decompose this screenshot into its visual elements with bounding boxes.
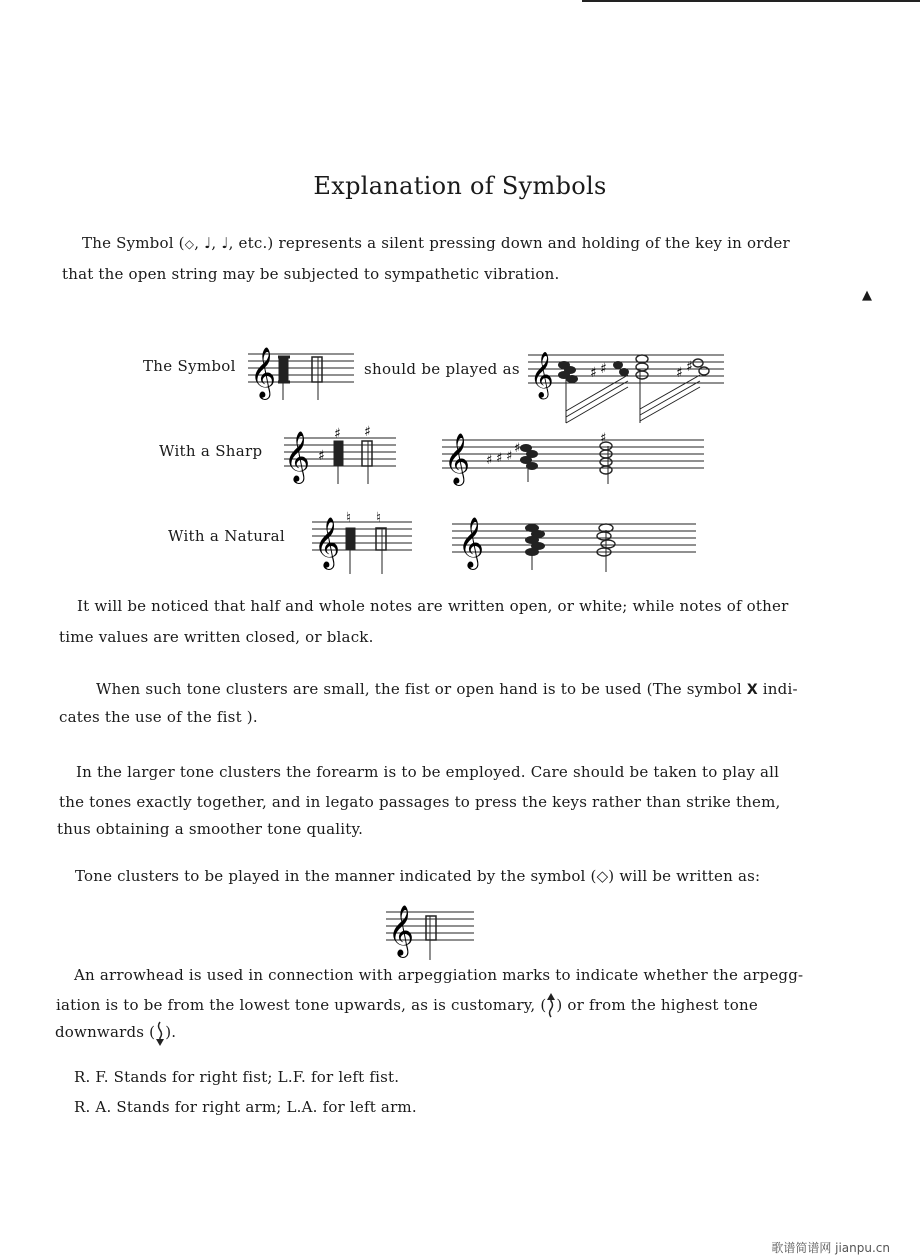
small-clusters-text-a: When such tone clusters are small, the fist or open hand is to be used (The symbol bbox=[96, 680, 747, 698]
sharp-staff bbox=[284, 424, 400, 484]
sharp-played-staff bbox=[442, 426, 708, 486]
arrowhead-text-d: ). bbox=[165, 1023, 177, 1041]
symbol-row-label: The Symbol bbox=[143, 357, 236, 375]
small-clusters-line-2: cates the use of the fist ). bbox=[59, 708, 258, 726]
sharp-icon: ♯ bbox=[686, 359, 693, 375]
arrowhead-text-b: ) or from the highest tone bbox=[556, 996, 758, 1014]
treble-clef-icon: 𝄞 bbox=[314, 517, 341, 568]
symbol-intro-line-2: that the open string may be subjected to sympathetic vibration. bbox=[62, 265, 560, 283]
diamond-symbol-icon: ◇ bbox=[184, 237, 195, 251]
open-notes-line-1: It will be noticed that half and whole notes are written open, or white; while notes of other bbox=[77, 597, 789, 615]
treble-clef-icon: 𝄞 bbox=[458, 517, 485, 568]
natural-staff bbox=[312, 508, 416, 574]
sharp-icon: ♯ bbox=[486, 453, 493, 468]
arrowhead-line-2 bbox=[56, 990, 758, 1020]
sharp-icon: ♯ bbox=[676, 365, 683, 381]
margin-mark: ▲ bbox=[862, 288, 872, 303]
treble-clef-icon: 𝄞 bbox=[530, 352, 554, 398]
sharp-icon: ♯ bbox=[600, 431, 607, 446]
diamond-cluster-staff bbox=[386, 898, 478, 962]
arrowhead-line-1: An arrowhead is used in connection with arpeggiation marks to indicate whether the arpegg- bbox=[74, 966, 804, 984]
closed-diamond-note-icon: ♩ bbox=[221, 234, 229, 252]
treble-clef-icon: 𝄞 bbox=[284, 431, 311, 482]
sharp-icon: ♯ bbox=[334, 426, 341, 442]
natural-icon: ♮ bbox=[376, 510, 382, 526]
sharp-icon: ♯ bbox=[514, 441, 521, 456]
sharp-icon: ♯ bbox=[590, 365, 597, 381]
site-watermark: 歌谱简谱网 jianpu.cn bbox=[771, 1241, 890, 1255]
sharp-icon: ♯ bbox=[506, 449, 513, 464]
arpeggio-up-arrow-icon bbox=[546, 993, 556, 1019]
intro-text-a: The Symbol ( bbox=[82, 234, 185, 252]
manner-line: Tone clusters to be played in the manner indicated by the symbol (◇) will be written as: bbox=[75, 867, 761, 885]
intro-sep-2: , bbox=[211, 234, 222, 252]
intro-sep-1: , bbox=[194, 234, 205, 252]
treble-clef-icon: 𝄞 bbox=[388, 905, 415, 956]
right-arm-line: R. A. Stands for right arm; L.A. for left arm. bbox=[74, 1098, 417, 1116]
sharp-icon: ♯ bbox=[318, 448, 325, 464]
top-border-line bbox=[582, 0, 920, 2]
open-notes-line-2: time values are written closed, or black. bbox=[59, 628, 374, 646]
sharp-icon: ♯ bbox=[600, 361, 607, 377]
natural-played-staff bbox=[452, 510, 700, 574]
open-diamond-note-icon: ♩ bbox=[204, 234, 212, 252]
sharp-icon: ♯ bbox=[496, 451, 503, 466]
sharp-row-label: With a Sharp bbox=[159, 442, 263, 460]
symbol-staff bbox=[248, 340, 358, 400]
treble-clef-icon: 𝄞 bbox=[250, 347, 277, 398]
small-clusters-text-b: indi- bbox=[757, 680, 798, 698]
played-as-label: should be played as bbox=[364, 360, 520, 378]
arpeggio-down-arrow-icon bbox=[155, 1020, 165, 1046]
small-clusters-line-1 bbox=[96, 674, 798, 705]
page-title: Explanation of Symbols bbox=[313, 172, 607, 200]
played-as-staff bbox=[528, 343, 728, 423]
arrowhead-text-c: downwards ( bbox=[55, 1023, 156, 1041]
fist-x-symbol: X bbox=[746, 682, 758, 698]
arrowhead-line-3 bbox=[55, 1017, 176, 1047]
symbol-intro-line-1 bbox=[82, 228, 790, 259]
large-clusters-line-2: the tones exactly together, and in legato passages to press the keys rather than strike them, bbox=[59, 793, 781, 811]
large-clusters-line-1: In the larger tone clusters the forearm is to be employed. Care should be taken to play all bbox=[76, 763, 780, 781]
right-fist-line: R. F. Stands for right fist; L.F. for left fist. bbox=[74, 1068, 400, 1086]
sharp-icon: ♯ bbox=[364, 424, 371, 440]
intro-text-b: , etc.) represents a silent pressing down and holding of the key in order bbox=[228, 234, 790, 252]
arrowhead-text-a: iation is to be from the lowest tone upwards, as is customary, ( bbox=[56, 996, 547, 1014]
large-clusters-line-3: thus obtaining a smoother tone quality. bbox=[57, 820, 364, 838]
treble-clef-icon: 𝄞 bbox=[444, 433, 471, 484]
natural-icon: ♮ bbox=[346, 510, 352, 526]
natural-row-label: With a Natural bbox=[168, 527, 285, 545]
